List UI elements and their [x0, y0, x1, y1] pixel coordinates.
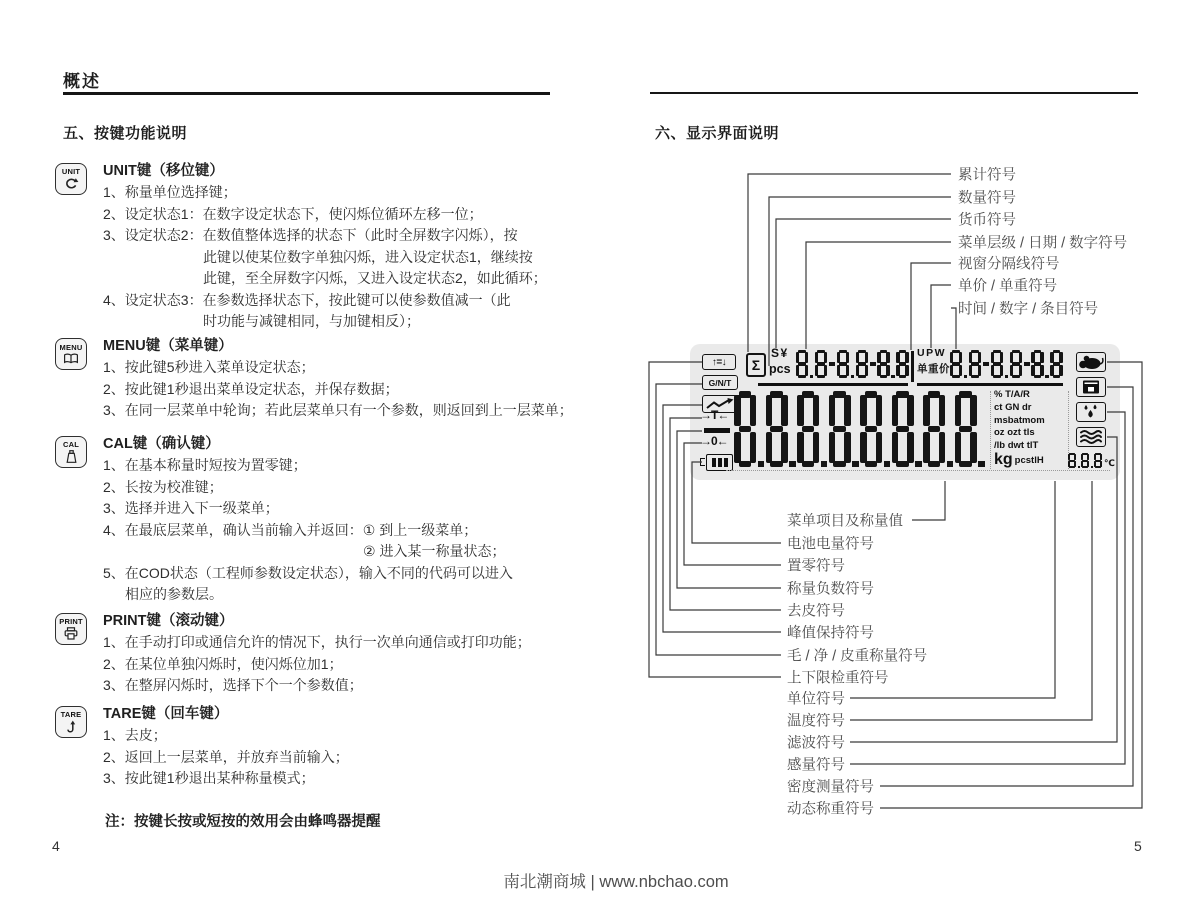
key-line: 2、设定状态1：在数字设定状态下，使闪烁位循环左移一位；	[103, 205, 483, 222]
accumulate-sigma-icon: Σ	[746, 353, 766, 377]
key-block-menu	[55, 335, 595, 422]
key-line: 4、在最底层菜单，确认当前输入并返回：① 到上一级菜单；	[103, 521, 478, 538]
tare-keycap	[55, 706, 87, 738]
buzzer-note: 注：按键长按或短按的效用会由蜂鸣器提醒	[105, 814, 381, 830]
unit-row: % T/A/R	[994, 389, 1030, 400]
page-header-title: 概述	[63, 72, 101, 91]
filter-waves-icon	[1076, 427, 1106, 447]
upper-left-underline	[758, 383, 908, 386]
menu-keycap	[55, 338, 87, 370]
keycap-label: CAL	[62, 440, 79, 449]
key-line: 2、在某位单独闪烁时，使闪烁位加1；	[103, 655, 343, 672]
kg-unit: kg	[994, 450, 1013, 468]
celsius-unit: ℃	[1104, 458, 1115, 468]
callout-top-label: 数量符号	[958, 190, 1016, 207]
window-separator-line	[911, 351, 914, 382]
refresh-icon	[63, 177, 79, 190]
key-line: 3、按此键1秒退出某种称量模式；	[103, 770, 315, 786]
key-block-cal	[55, 433, 595, 606]
limit-check-icon: ↑=↓	[702, 354, 736, 370]
key-description	[103, 703, 595, 790]
callout-bottom-left-label: 上下限检重符号	[787, 670, 889, 687]
keycap-label: UNIT	[61, 167, 81, 176]
footer-watermark: 南北潮商城 | www.nbchao.com	[503, 873, 729, 891]
header-rule-right	[650, 92, 1138, 94]
callout-bottom-left-label: 毛 / 净 / 皮重称量符号	[787, 648, 928, 665]
kg-unit-row	[994, 450, 1066, 468]
key-block-unit	[55, 160, 595, 333]
key-title: UNIT键（移位键）	[103, 163, 224, 179]
key-line: 相应的参数层。	[125, 586, 223, 602]
key-block-print	[55, 610, 595, 697]
unit-keycap	[55, 163, 87, 195]
currency-symbols: S¥	[771, 346, 789, 360]
gross-net-tare-icon: G/N/T	[702, 375, 738, 390]
callout-bottom-left-label: 置零符号	[787, 558, 845, 575]
callout-top-label: 单价 / 单重符号	[958, 278, 1058, 295]
return-icon	[65, 720, 77, 734]
key-line: 1、去皮；	[103, 727, 167, 743]
section-title-key-functions: 五、按键功能说明	[63, 125, 188, 142]
upper-left-digit-display	[796, 350, 909, 378]
density-measure-icon	[1076, 377, 1106, 397]
key-line: 2、按此键1秒退出菜单设定状态，并保存数据；	[103, 380, 399, 397]
key-line: 此键，至全屏数字闪烁，又进入设定状态2，如此循环；	[203, 270, 547, 286]
callout-bottom-left-label: 去皮符号	[787, 603, 845, 620]
page-number-left: 4	[52, 838, 60, 854]
zero-symbol: →0←	[700, 434, 728, 448]
key-description	[103, 610, 595, 697]
callout-top-label: 时间 / 数字 / 条目符号	[958, 301, 1099, 318]
key-line: 1、称量单位选择键；	[103, 184, 237, 200]
key-title: CAL键（确认键）	[103, 436, 220, 452]
key-line: 2、返回上一层菜单，并放弃当前输入；	[103, 748, 349, 765]
key-title: MENU键（菜单键）	[103, 338, 233, 354]
weight-icon	[65, 450, 78, 463]
dotted-divider-bottom	[726, 470, 1110, 471]
callout-top-label: 视窗分隔线符号	[958, 256, 1060, 273]
temperature-digits	[1068, 453, 1102, 468]
key-line: 时功能与减键相同，与加键相反）；	[203, 313, 420, 329]
key-line: 5、在COD状态（工程师参数设定状态），输入不同的代码可以进入	[103, 564, 513, 581]
unit-row: msbatmom	[994, 414, 1045, 426]
kg-row-small-units: pcstlH	[1014, 454, 1044, 466]
callout-bottom-right-label: 感量符号	[787, 757, 845, 774]
key-title: PRINT键（滚动键）	[103, 613, 234, 629]
key-line: 3、在同一层菜单中轮询；若此层菜单只有一个参数，则返回到上一层菜单；	[103, 402, 573, 418]
callout-bottom-right-label: 温度符号	[787, 713, 845, 730]
callout-bottom-right-label: 单位符号	[787, 691, 845, 708]
unit-price-weight-symbols: 单重价	[917, 363, 950, 375]
callout-bottom-right-label: 密度测量符号	[787, 779, 874, 796]
callout-top-label: 货币符号	[958, 212, 1016, 229]
dynamic-weighing-animal-icon	[1076, 352, 1106, 372]
cal-keycap	[55, 436, 87, 468]
sensitivity-drops-icon	[1076, 402, 1106, 422]
lcd-display-panel	[690, 344, 1120, 480]
printer-icon	[64, 627, 78, 640]
callout-bottom-right-label: 动态称重符号	[787, 801, 874, 818]
header-rule-left	[63, 92, 550, 95]
book-icon	[63, 353, 79, 364]
key-line: 1、按此键5秒进入菜单设定状态；	[103, 359, 315, 375]
unit-row: /lb dwt tlT	[994, 440, 1039, 452]
pcs-symbol: pcs	[769, 362, 791, 376]
key-block-tare	[55, 703, 595, 790]
negative-sign-symbol	[704, 428, 730, 433]
dotted-divider	[990, 391, 991, 469]
battery-icon	[706, 454, 733, 471]
key-description	[103, 433, 595, 606]
upper-right-digit-display	[950, 350, 1063, 378]
key-line: 3、设定状态2：在数值整体选择的状态下（此时全屏数字闪烁），按	[103, 227, 518, 243]
key-line: 1、在手动打印或通信允许的情况下，执行一次单向通信或打印功能；	[103, 634, 531, 650]
section-title-display: 六、显示界面说明	[655, 125, 780, 142]
callout-top-label: 累计符号	[958, 167, 1016, 184]
upw-symbols: UPW	[917, 347, 946, 359]
callout-bottom-left-label: 峰值保持符号	[787, 625, 874, 642]
upper-right-underline	[917, 383, 1063, 386]
callout-bottom-left-label: 菜单项目及称量值	[787, 513, 903, 530]
key-line: 此键以使某位数字单独闪烁，进入设定状态1，继续按	[203, 248, 533, 265]
print-keycap	[55, 613, 87, 645]
keycap-label: TARE	[60, 709, 82, 719]
key-line: 4、设定状态3：在参数选择状态下，按此键可以使参数值减一（此	[103, 291, 511, 308]
callout-bottom-left-label: 电池电量符号	[787, 536, 874, 553]
keycap-label: MENU	[59, 343, 83, 352]
key-line: 3、在整屏闪烁时，选择下个一个参数值；	[103, 677, 363, 693]
callout-top-label: 菜单层级 / 日期 / 数字符号	[958, 235, 1128, 252]
key-description	[103, 335, 595, 422]
unit-row: oz ozt tls	[994, 427, 1035, 439]
key-line: ② 进入某一称量状态；	[363, 543, 506, 559]
main-digit-display	[734, 391, 985, 467]
key-description	[103, 160, 595, 333]
page-number-right: 5	[1134, 838, 1142, 854]
key-line: 3、选择并进入下一级菜单；	[103, 500, 279, 516]
unit-row: ct GN dr	[994, 401, 1032, 413]
tare-symbol: →T←	[700, 408, 729, 422]
callout-bottom-right-label: 滤波符号	[787, 735, 845, 752]
keycap-label: PRINT	[59, 617, 83, 626]
key-line: 1、在基本称量时短按为置零键；	[103, 457, 307, 473]
unit-legend	[994, 389, 1066, 466]
key-title: TARE键（回车键）	[103, 706, 229, 722]
key-line: 2、长按为校准键；	[103, 478, 223, 495]
temperature-display	[1068, 453, 1115, 468]
callout-bottom-left-label: 称量负数符号	[787, 581, 874, 598]
